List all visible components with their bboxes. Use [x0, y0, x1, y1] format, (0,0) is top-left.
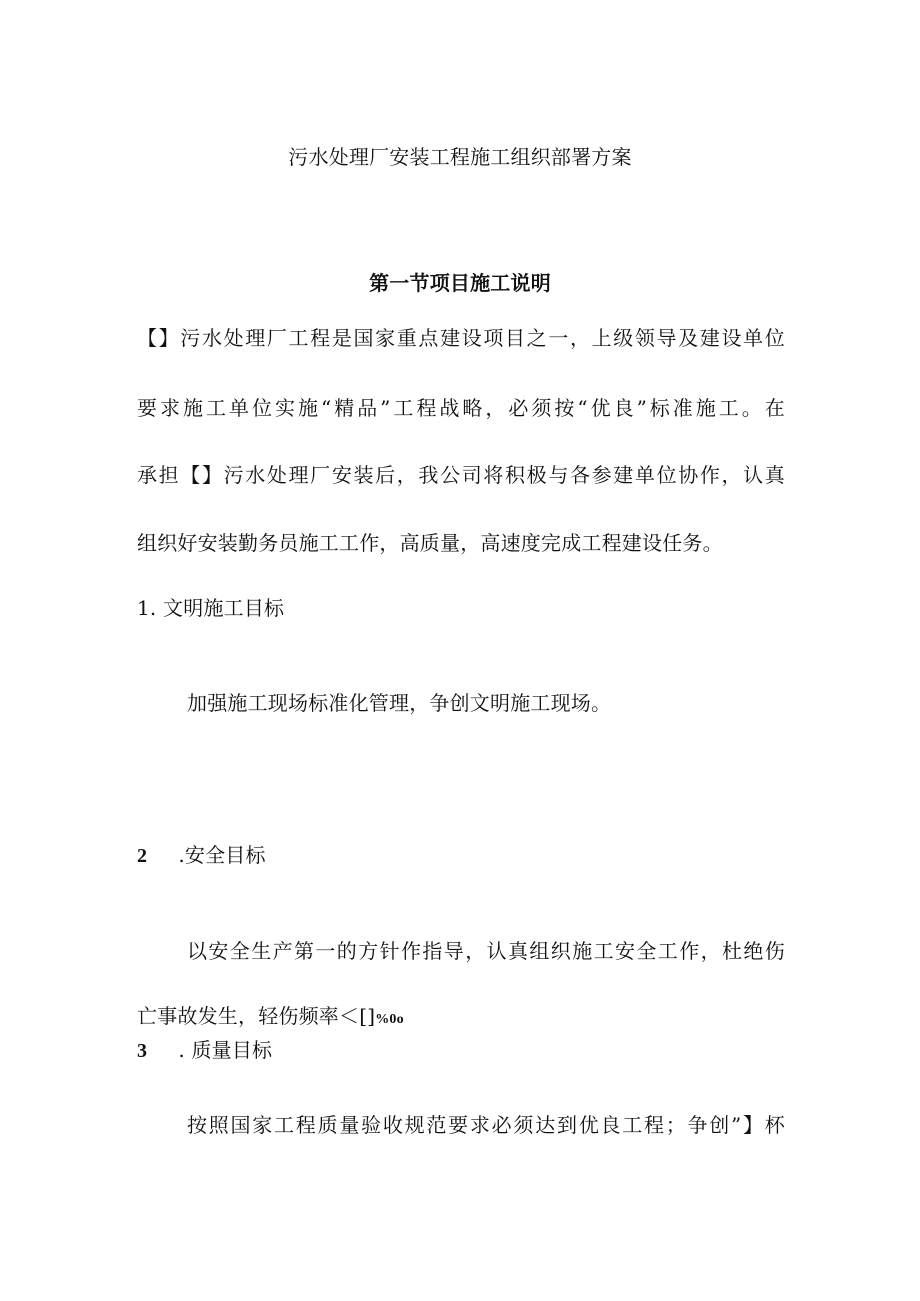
goal3-heading: [137, 1037, 272, 1064]
intro-line-3: 承担【】污水处理厂安装后，我公司将积极与各参建单位协作，认真: [137, 463, 785, 487]
goal2-line-2-main: 亡事故发生，轻伤频率＜[]: [137, 1004, 376, 1028]
intro-line-4: 组织好安装勤务员施工工作，高质量，高速度完成工程建设任务。: [137, 531, 723, 555]
goal2-heading: [137, 842, 266, 869]
section-heading: 第一节项目施工说明: [369, 271, 551, 295]
goal2-label: .安全目标: [178, 843, 266, 867]
document-title: 污水处理厂安装工程施工组织部署方案: [288, 145, 632, 169]
goal3-text: 按照国家工程质量验收规范要求必须达到优良工程；争创”】杯: [187, 1113, 785, 1137]
intro-line-1: 【】污水处理厂工程是国家重点建设项目之一，上级领导及建设单位: [137, 326, 785, 350]
goal2-number: 2: [137, 845, 148, 867]
goal3-number: 3: [137, 1040, 148, 1062]
goal1-heading: 1. 文明施工目标: [137, 596, 285, 620]
goal2-line-2: [137, 1003, 785, 1033]
goal3-label: . 质量目标: [178, 1038, 273, 1062]
goal1-text: 加强施工现场标准化管理，争创文明施工现场。: [187, 691, 612, 715]
goal2-line-2-tail: %0o: [375, 1012, 404, 1027]
goal2-line-1: 以安全生产第一的方针作指导，认真组织施工安全工作，杜绝伤: [187, 939, 785, 963]
intro-line-2: 要求施工单位实施“精品”工程战略，必须按“优良”标准施工。在: [137, 396, 785, 420]
